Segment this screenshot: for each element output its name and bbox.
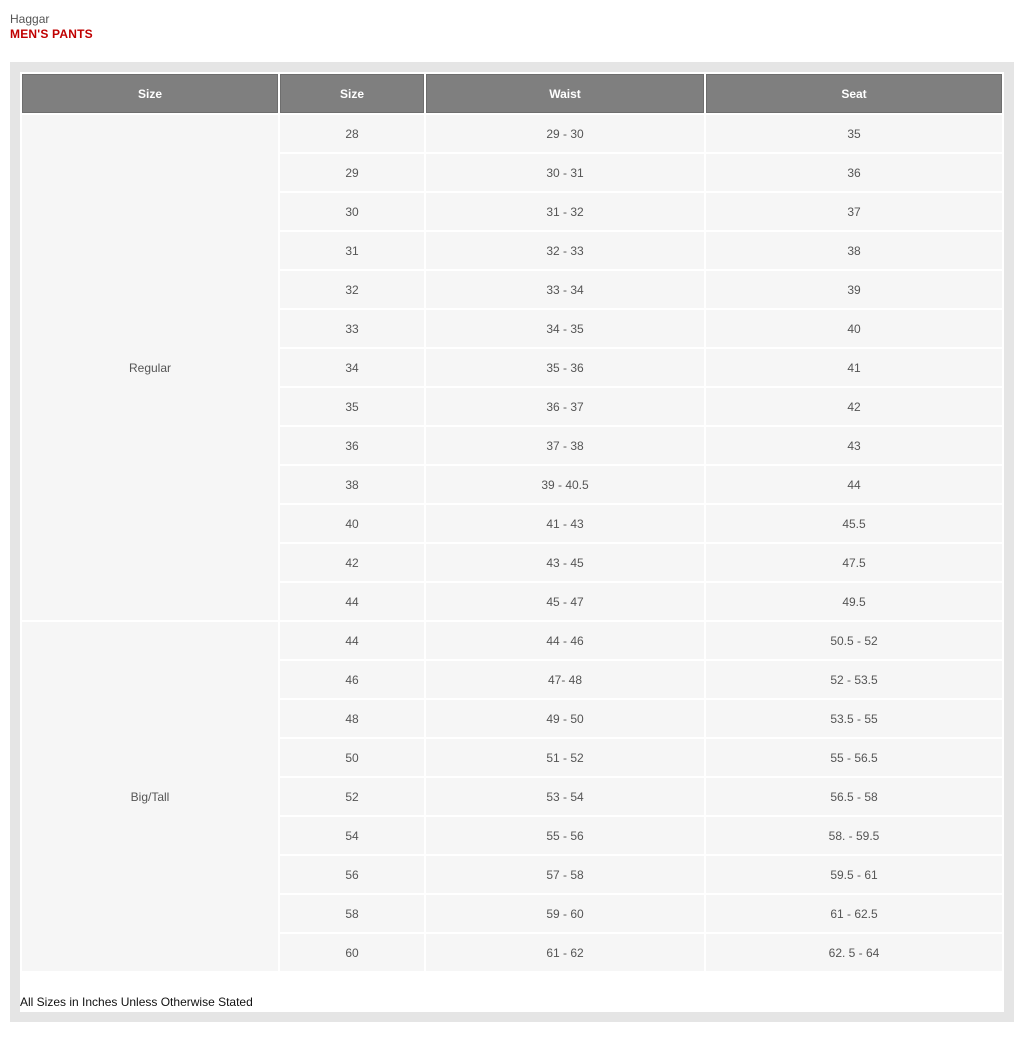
- brand-name: Haggar: [10, 12, 50, 26]
- size-cell: 44: [280, 622, 424, 659]
- seat-cell: 41: [706, 349, 1002, 386]
- waist-cell: 44 - 46: [426, 622, 704, 659]
- seat-cell: 43: [706, 427, 1002, 464]
- waist-cell: 33 - 34: [426, 271, 704, 308]
- size-cell: 29: [280, 154, 424, 191]
- size-cell: 46: [280, 661, 424, 698]
- column-header-size: Size: [280, 74, 424, 113]
- seat-cell: 35: [706, 115, 1002, 152]
- seat-cell: 52 - 53.5: [706, 661, 1002, 698]
- seat-cell: 56.5 - 58: [706, 778, 1002, 815]
- waist-cell: 41 - 43: [426, 505, 704, 542]
- size-cell: 48: [280, 700, 424, 737]
- size-cell: 56: [280, 856, 424, 893]
- seat-cell: 59.5 - 61: [706, 856, 1002, 893]
- seat-cell: 62. 5 - 64: [706, 934, 1002, 971]
- waist-cell: 34 - 35: [426, 310, 704, 347]
- table-row: [22, 115, 1002, 152]
- size-cell: 30: [280, 193, 424, 230]
- seat-cell: 39: [706, 271, 1002, 308]
- seat-cell: 58. - 59.5: [706, 817, 1002, 854]
- waist-cell: 36 - 37: [426, 388, 704, 425]
- waist-cell: 43 - 45: [426, 544, 704, 581]
- waist-cell: 29 - 30: [426, 115, 704, 152]
- waist-cell: 51 - 52: [426, 739, 704, 776]
- waist-cell: 55 - 56: [426, 817, 704, 854]
- seat-cell: 38: [706, 232, 1002, 269]
- seat-cell: 61 - 62.5: [706, 895, 1002, 932]
- size-cell: 54: [280, 817, 424, 854]
- table-body: [22, 115, 1002, 971]
- size-cell: 28: [280, 115, 424, 152]
- size-cell: 36: [280, 427, 424, 464]
- size-chart-panel: [10, 62, 1014, 1022]
- size-cell: 44: [280, 583, 424, 620]
- seat-cell: 49.5: [706, 583, 1002, 620]
- waist-cell: 61 - 62: [426, 934, 704, 971]
- size-cell: 34: [280, 349, 424, 386]
- seat-cell: 53.5 - 55: [706, 700, 1002, 737]
- size-cell: 50: [280, 739, 424, 776]
- seat-cell: 42: [706, 388, 1002, 425]
- size-cell: 58: [280, 895, 424, 932]
- size-chart-container: [20, 72, 1004, 1012]
- seat-cell: 37: [706, 193, 1002, 230]
- table-row: [22, 622, 1002, 659]
- size-group-label: Regular: [22, 115, 278, 620]
- size-cell: 33: [280, 310, 424, 347]
- size-cell: 52: [280, 778, 424, 815]
- size-cell: 60: [280, 934, 424, 971]
- column-header-waist: Waist: [426, 74, 704, 113]
- waist-cell: 47- 48: [426, 661, 704, 698]
- column-header-size-group: Size: [22, 74, 278, 113]
- waist-cell: 31 - 32: [426, 193, 704, 230]
- waist-cell: 49 - 50: [426, 700, 704, 737]
- waist-cell: 32 - 33: [426, 232, 704, 269]
- column-header-seat: Seat: [706, 74, 1002, 113]
- waist-cell: 59 - 60: [426, 895, 704, 932]
- seat-cell: 40: [706, 310, 1002, 347]
- size-cell: 32: [280, 271, 424, 308]
- waist-cell: 39 - 40.5: [426, 466, 704, 503]
- size-cell: 42: [280, 544, 424, 581]
- size-group-label: Big/Tall: [22, 622, 278, 971]
- seat-cell: 50.5 - 52: [706, 622, 1002, 659]
- seat-cell: 55 - 56.5: [706, 739, 1002, 776]
- waist-cell: 37 - 38: [426, 427, 704, 464]
- seat-cell: 36: [706, 154, 1002, 191]
- waist-cell: 53 - 54: [426, 778, 704, 815]
- waist-cell: 35 - 36: [426, 349, 704, 386]
- seat-cell: 44: [706, 466, 1002, 503]
- table-header-row: [22, 74, 1002, 113]
- seat-cell: 45.5: [706, 505, 1002, 542]
- waist-cell: 45 - 47: [426, 583, 704, 620]
- size-cell: 31: [280, 232, 424, 269]
- waist-cell: 30 - 31: [426, 154, 704, 191]
- waist-cell: 57 - 58: [426, 856, 704, 893]
- size-cell: 35: [280, 388, 424, 425]
- footnote: All Sizes in Inches Unless Otherwise Stated: [20, 995, 253, 1009]
- product-title: MEN'S PANTS: [10, 27, 93, 41]
- size-cell: 40: [280, 505, 424, 542]
- seat-cell: 47.5: [706, 544, 1002, 581]
- size-chart-table: [20, 72, 1004, 973]
- size-cell: 38: [280, 466, 424, 503]
